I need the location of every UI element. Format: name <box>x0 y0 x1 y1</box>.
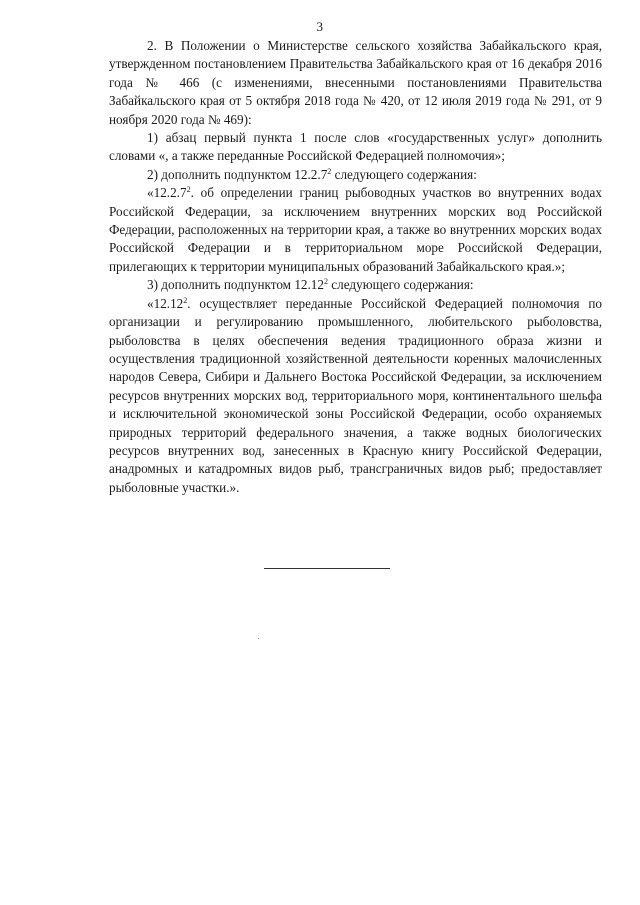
item-3-superscript: 2 <box>324 277 328 287</box>
subitem-12-2-7-2-superscript: 2 <box>186 185 191 195</box>
paragraph-amendment-intro: 2. В Положении о Министерстве сельского хозяйства Забайкальского края, утвержденном постановлением Правительства Забайкальского края от 16 декабря 2016 года № 466 (с изменениями, внесенными постановлениями Правительства Забайкальского края от 5 октября 2018 года № 420, от 12 июля 2019 года № 291, от 9 ноября 2020 года № 469): <box>109 38 602 127</box>
paragraph-item-2 <box>109 166 602 184</box>
document-body <box>109 37 602 497</box>
subitem-12-12-2-superscript: 2 <box>183 295 188 305</box>
paragraph-item-3 <box>109 276 602 294</box>
item-2-superscript: 2 <box>327 166 332 176</box>
paragraph-subitem-12-12-2 <box>109 295 602 497</box>
paragraph-item-1: 1) абзац первый пункта 1 после слов «государственных услуг» дополнить словами «, а также переданные Российской Федерацией полномочия»; <box>109 130 602 164</box>
subitem-12-2-7-2-text: . об определении границ рыбоводных участков во внутренних водах Российской Федерации, за исключением внутренних морских вод Российской Федерации, расположенных на территории края, а также во внутренних морских водах Российской Федерации и в территориальном море Российской Федерации, прилегающих к территории муниципальных образований Забайкальского края.»; <box>109 185 602 274</box>
item-3-text: 3) дополнить подпунктом 12.12 <box>147 277 324 293</box>
scan-speck <box>258 638 259 639</box>
item-2-text: 2) дополнить подпунктом 12.2.7 <box>147 166 328 182</box>
subitem-12-12-2-number: «12.12 <box>147 295 184 311</box>
page-number: 3 <box>316 19 324 34</box>
end-of-document-rule <box>264 568 390 569</box>
item-3-text-end: следующего содержания: <box>328 277 474 293</box>
subitem-12-12-2-text: . осуществляет переданные Российской Федерацией полномочия по организации и регулированию промышленного, любительского рыболовства, рыболовства в целях обеспечения ведения традиционного образа жизни и осуществления традиционной хозяйственной деятельности коренных малочисленных народов Севера, Сибири и Дальнего Востока Российской Федерации, за исключением ресурсов внутренних морских вод, территориального моря, континентального шельфа и исключительной экономической зоны Российской Федерации, особо охраняемых природных территорий федерального значения, а также водных биологических ресурсов внутренних вод, занесенных в Красную книгу Российской Федерации, анадромных и катадромных видов рыб, трансграничных видов рыб; предоставляет рыболовные участки.». <box>109 295 602 495</box>
item-2-text-end: следующего содержания: <box>331 166 477 182</box>
subitem-12-2-7-2-number: «12.2.7 <box>147 185 187 201</box>
paragraph-subitem-12-2-7-2 <box>109 184 602 276</box>
